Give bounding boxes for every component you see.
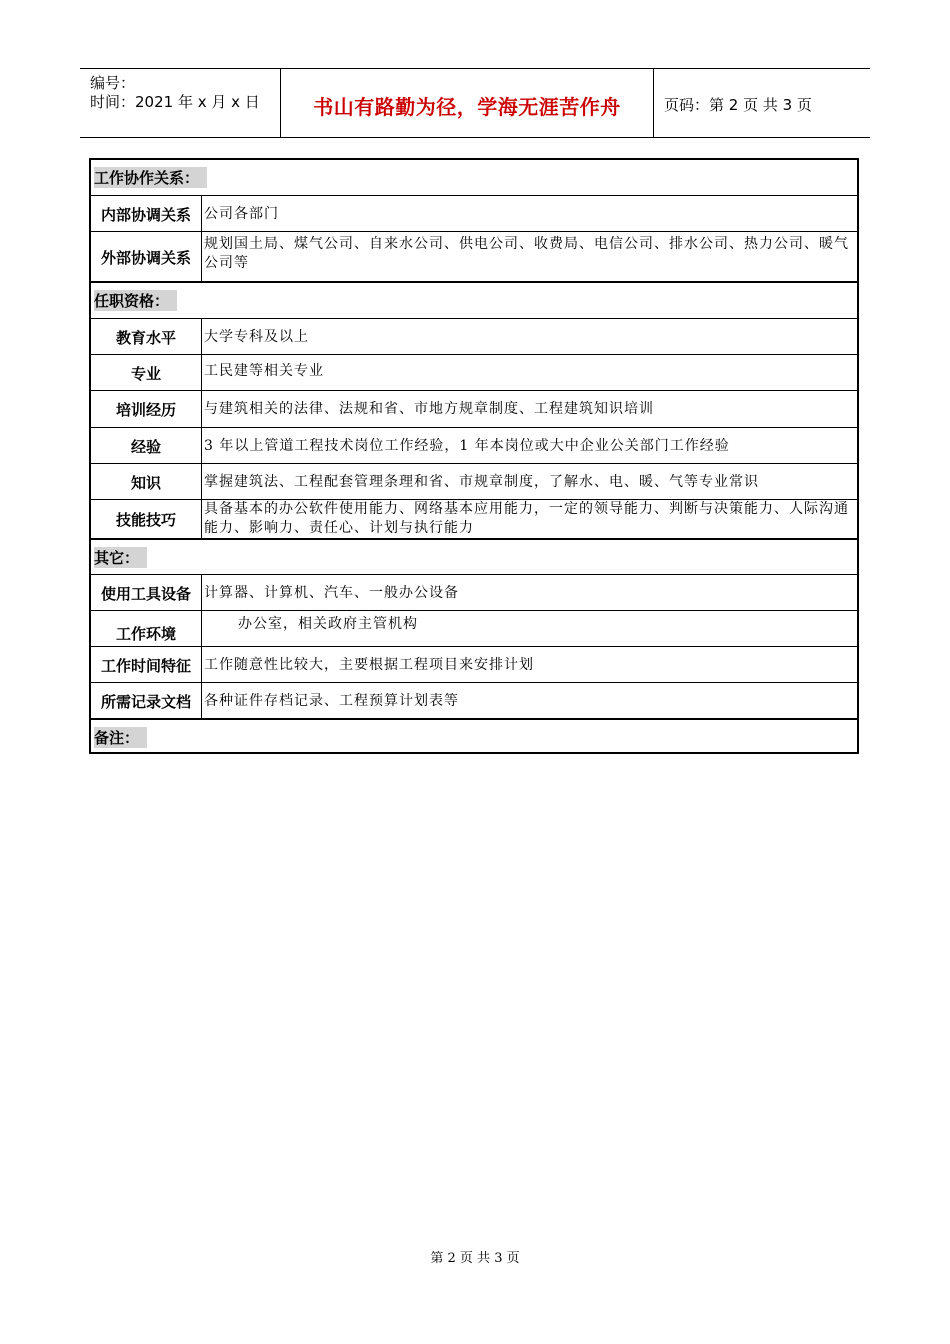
page-info: 页码：第 2 页 共 3 页 bbox=[664, 96, 812, 114]
document-header bbox=[80, 68, 870, 138]
header-page-cell bbox=[654, 69, 870, 137]
section-qualifications bbox=[91, 281, 857, 318]
section-title: 工作协作关系： bbox=[94, 167, 207, 188]
row-value: 3 年以上管道工程技术岗位工作经验，1 年本岗位或大中企业公关部门工作经验 bbox=[204, 437, 730, 454]
row-value: 公司各部门 bbox=[204, 205, 279, 222]
table-row bbox=[91, 463, 857, 500]
row-label: 外部协调关系 bbox=[91, 232, 202, 282]
header-meta-cell bbox=[80, 69, 281, 137]
row-label: 经验 bbox=[91, 428, 202, 464]
row-value: 工作随意性比较大，主要根据工程项目来安排计划 bbox=[204, 656, 534, 673]
row-value: 各种证件存档记录、工程预算计划表等 bbox=[204, 692, 459, 709]
header-motto-cell bbox=[281, 69, 654, 137]
row-label: 技能技巧 bbox=[91, 500, 202, 539]
page-footer: 第 2 页 共 3 页 bbox=[430, 1251, 520, 1266]
table-row bbox=[91, 610, 857, 647]
table-row bbox=[91, 682, 857, 719]
row-label: 教育水平 bbox=[91, 319, 202, 355]
section-title: 其它： bbox=[94, 547, 147, 568]
row-label: 内部协调关系 bbox=[91, 196, 202, 232]
number-label: 编号： bbox=[90, 74, 136, 92]
job-description-table bbox=[89, 158, 859, 754]
section-other bbox=[91, 538, 857, 575]
row-label: 知识 bbox=[91, 464, 202, 500]
row-value: 具备基本的办公软件使用能力、网络基本应用能力，一定的领导能力、判断与决策能力、人际沟通能力、影响力、责任心、计划与执行能力 bbox=[204, 501, 849, 536]
row-value: 工民建等相关专业 bbox=[204, 363, 324, 379]
row-label: 所需记录文档 bbox=[91, 683, 202, 719]
table-row bbox=[91, 499, 857, 539]
row-label: 培训经历 bbox=[91, 391, 202, 428]
row-label: 专业 bbox=[91, 355, 202, 391]
table-row bbox=[91, 390, 857, 428]
table-row bbox=[91, 646, 857, 683]
table-row bbox=[91, 574, 857, 611]
row-value: 掌握建筑法、工程配套管理条理和省、市规章制度，了解水、电、暖、气等专业常识 bbox=[204, 473, 759, 490]
section-title: 任职资格： bbox=[94, 290, 177, 311]
row-value: 大学专科及以上 bbox=[204, 328, 309, 345]
row-label: 使用工具设备 bbox=[91, 575, 202, 611]
section-notes bbox=[91, 718, 857, 754]
table-row bbox=[91, 231, 857, 282]
table-row bbox=[91, 354, 857, 391]
row-value: 规划国土局、煤气公司、自来水公司、供电公司、收费局、电信公司、排水公司、热力公司、暖气公司等 bbox=[204, 236, 849, 271]
row-value: 办公室，相关政府主管机构 bbox=[238, 616, 418, 632]
row-value: 计算器、计算机、汽车、一般办公设备 bbox=[204, 584, 459, 601]
table-row bbox=[91, 318, 857, 355]
motto: 书山有路勤为径，学海无涯苦作舟 bbox=[313, 95, 621, 119]
section-title: 备注： bbox=[94, 727, 147, 748]
row-value: 与建筑相关的法律、法规和省、市地方规章制度、工程建筑知识培训 bbox=[204, 401, 654, 417]
section-cooperation bbox=[91, 160, 857, 195]
time-label: 时间：2021 年 x 月 x 日 bbox=[90, 93, 260, 111]
table-row bbox=[91, 195, 857, 232]
row-label: 工作环境 bbox=[91, 611, 202, 647]
row-label: 工作时间特征 bbox=[91, 647, 202, 683]
table-row bbox=[91, 427, 857, 464]
